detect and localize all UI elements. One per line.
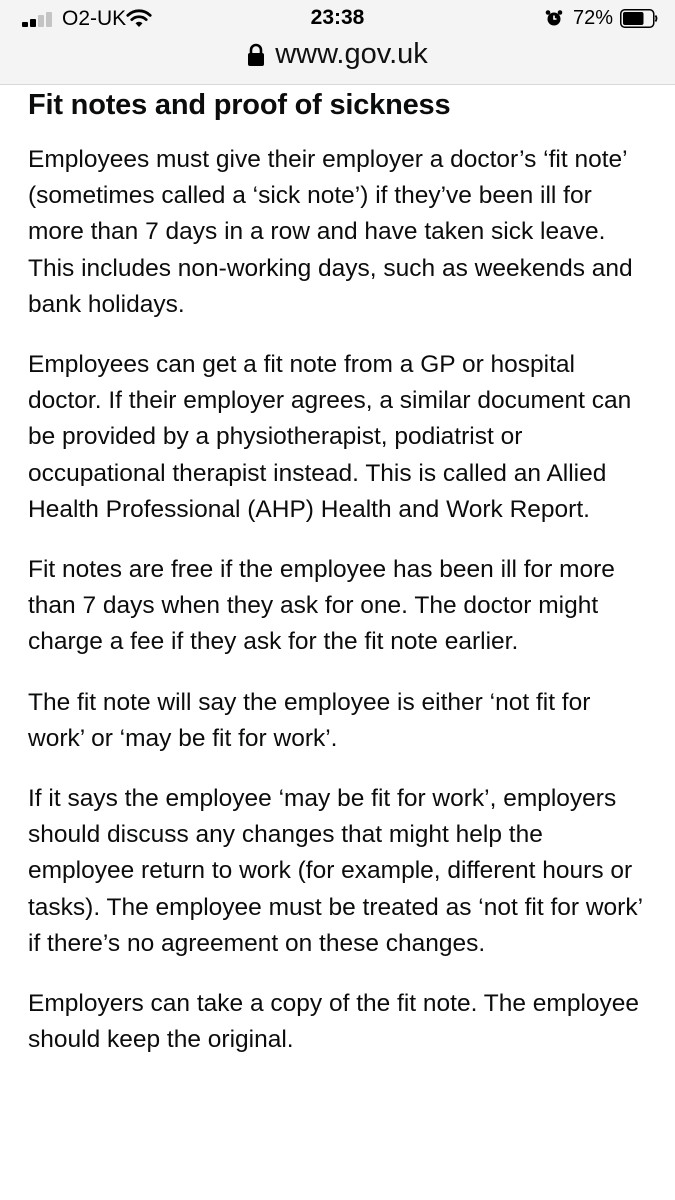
lock-icon [247, 43, 265, 67]
alarm-icon [545, 9, 563, 27]
battery-percentage: 72% [573, 7, 614, 29]
paragraph-may-be-fit: If it says the employee ‘may be fit for work’, employers should discuss any changes that might help the employee return to work (for example, different hours or tasks). The employee must be treated as ‘not fit for work’ if there’s no agreement on these changes. [28, 785, 643, 957]
status-time: 23:38 [310, 6, 365, 29]
section-heading: Fit notes and proof of sickness [28, 89, 451, 121]
battery-icon [620, 9, 658, 28]
paragraph-fees: Fit notes are free if the employee has been ill for more than 7 days when they ask for one. The doctor might charge a fee if they ask for the fit note earlier. [28, 556, 615, 656]
browser-top-bar [0, 0, 675, 85]
paragraph-fit-note-requirement: Employees must give their employer a doctor’s ‘fit note’ (sometimes called a ‘sick note’) if they’ve been ill for more than 7 days in a row and have taken sick leave. This includes non-working days, such as weekends and bank holidays. [28, 146, 633, 318]
url-text: www.gov.uk [275, 38, 428, 70]
address-bar[interactable] [0, 38, 675, 76]
paragraph-fit-status: The fit note will say the employee is either ‘not fit for work’ or ‘may be fit for work’. [28, 688, 591, 752]
status-bar [0, 0, 675, 36]
paragraph-who-provides: Employees can get a fit note from a GP or hospital doctor. If their employer agrees, a similar document can be provided by a physiotherapist, podiatrist or occupational therapist instead. This is called an Allied Health Professional (AHP) Health and Work Report. [28, 351, 632, 523]
paragraph-copy-note: Employers can take a copy of the fit note. The employee should keep the original. [28, 990, 640, 1054]
carrier-name: O2-UK [62, 7, 127, 30]
page-content [28, 86, 653, 1082]
